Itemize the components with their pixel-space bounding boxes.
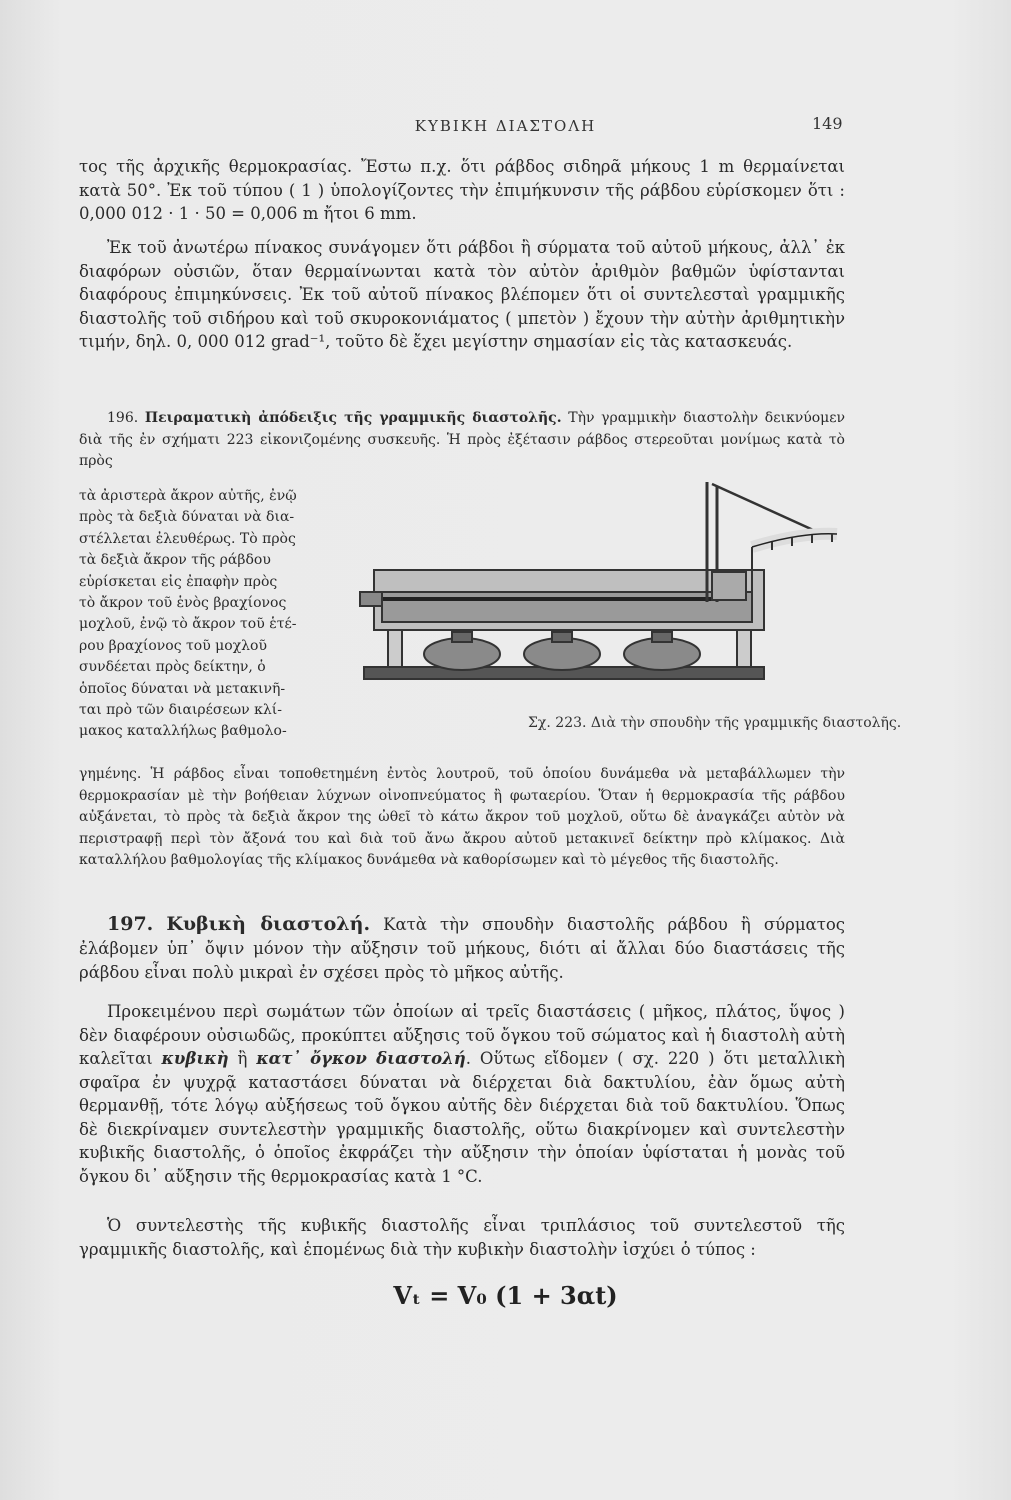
wrapped-line: τὸ ἄκρον τοῦ ἑνὸς βραχίονος xyxy=(79,595,287,612)
term-or: ἢ xyxy=(237,1049,248,1068)
section-197-paragraph-1 xyxy=(79,912,845,985)
leg-right xyxy=(737,627,751,667)
running-header: ΚΥΒΙΚΗ ΔΙΑΣΤΟΛΗ xyxy=(414,117,597,135)
wrapped-line: ὁποῖος δύναται νὰ μετακινῆ- xyxy=(79,680,286,697)
wrapped-line: μοχλοῦ, ἐνῷ τὸ ἄκρον τοῦ ἑτέ- xyxy=(79,616,297,633)
section-196-lead xyxy=(79,408,845,473)
wrapped-line: τὰ δεξιὰ ἄκρον τῆς ράβδου xyxy=(79,552,271,569)
volume-expansion-formula: Vₜ = V₀ (1 + 3αt) xyxy=(393,1281,618,1310)
term-cubic: κυβικὴ xyxy=(161,1049,229,1068)
wrapped-line: ρου βραχίονος τοῦ μοχλοῦ xyxy=(79,637,267,654)
section-197-p1: Κατὰ τὴν σπουδὴν διαστολῆς ράβδου ἢ σύρματος ἐλάβομεν ὑπ᾽ ὄψιν μόνον τὴν αὔξησιν τοῦ μήκους, διότι αἱ ἄλλαι δύο διαστάσεις τῆς ράβδου εἶναι πολὺ μικραὶ ἐν σχέσει πρὸς τὸ μῆκος αὐτῆς. xyxy=(79,915,846,982)
burner-1-top xyxy=(452,632,472,642)
leg-left xyxy=(388,627,402,667)
section-197-number: 197. xyxy=(107,913,154,935)
wrapped-line: στέλλεται ἐλευθέρως. Τὸ πρὸς xyxy=(79,530,296,547)
term-volume-expansion: κατ᾽ ὄγκον διαστολή xyxy=(256,1049,466,1068)
wrapped-line: πρὸς τὰ δεξιὰ δύναται νὰ δια- xyxy=(79,509,295,526)
intro-paragraph-2: Ἐκ τοῦ ἀνωτέρω πίνακος συνάγομεν ὅτι ράβδοι ἢ σύρματα τοῦ αὐτοῦ μήκους, ἀλλ᾽ ἐκ διαφόρων οὐσιῶν, ὅταν θερμαίνωνται κατὰ τὸν αὐτὸν ἀριθμὸν βαθμῶν ὑφίστανται διαφόρους ἐπιμηκύνσεις. Ἐκ τοῦ αὐτοῦ πίνακος βλέπομεν ὅτι οἱ συντελεσταὶ γραμμικῆς διαστολῆς τοῦ σιδήρου καὶ τοῦ σκυροκονιάματος ( μπετὸν ) ἔχουν τὴν αὐτὴν ἀριθμητικὴν τιμήν, δηλ. 0, 000 012 grad⁻¹, τοῦτο δὲ ἔχει μεγίστην σημασίαν εἰς τὰς κατασκευάς. xyxy=(79,238,845,351)
scale-arc xyxy=(752,534,837,547)
figure-caption: Σχ. 223. Διὰ τὴν σπουδὴν τῆς γραμμικῆς διαστολῆς. xyxy=(528,715,902,731)
section-197-paragraph-3: Ὁ συντελεστὴς τῆς κυβικῆς διαστολῆς εἶναι τριπλάσιος τοῦ συντελεστοῦ τῆς γραμμικῆς διαστολῆς, καὶ ἑπομένως διὰ τὴν κυβικὴν διαστολὴν ἰσχύει ὁ τύπος : xyxy=(79,1216,845,1259)
clamp xyxy=(360,592,382,606)
section-196-number: 196. xyxy=(107,410,139,426)
section-196-title: Πειραματικὴ ἀπόδειξις τῆς γραμμικῆς διαστολῆς. xyxy=(144,410,562,426)
section-196-tail: γημένης. Ἡ ράβδος εἶναι τοποθετημένη ἐντὸς λουτροῦ, τοῦ ὁποίου δυνάμεθα νὰ μεταβάλλωμεν τὴν θερμοκρασίαν μὲ τὴν βοήθειαν λύχνων οἰνοπνεύματος ἢ φωταερίου. Ὅταν ἡ θερμοκρασία τῆς ράβδου αὐξάνεται, τὸ πρὸς τὰ δεξιὰ ἄκρον της ὠθεῖ τὸ κάτω ἄκρον τοῦ μοχλοῦ, οὕτω δὲ ἀναγκάζει αὐτὸν νὰ περιστραφῇ περὶ τὸν ἄξονά του καὶ διὰ τοῦ ἄνω ἄκρου αὐτοῦ μετακινεῖ δείκτην πρὸ κλίμακος. Διὰ καταλλήλου βαθμολογίας τῆς κλίμακος δυνάμεθα νὰ καθορίσωμεν καὶ τὸ μέγεθος τῆς διαστολῆς. xyxy=(79,766,845,868)
p2-start: Προκειμένου περὶ σωμάτων τῶν ὁποίων αἱ τρεῖς διαστάσεις ( μῆκος, πλάτος, ὕψος ) δὲν διαφέρουν οὐσιωδῶς, προκύπτει αὔξησις τοῦ ὄγκου τοῦ σώματος καὶ ἡ διαστολὴ αὐτὴ καλεῖται xyxy=(79,1002,845,1068)
wrapped-line: συνδέεται πρὸς δείκτην, ὁ xyxy=(79,659,266,676)
section-197-paragraph-2 xyxy=(79,1000,845,1188)
lever-pivot-box xyxy=(712,572,746,600)
burner-2-top xyxy=(552,632,572,642)
section-196-wrapped-text xyxy=(79,486,353,743)
p2-end: . Οὕτως εἴδομεν ( σχ. 220 ) ὅτι μεταλλικὴ σφαῖρα ἐν ψυχρᾷ καταστάσει δύναται νὰ διέρχεται διὰ δακτυλίου, ἐὰν ὅμως αὐτὴ θερμανθῇ, τότε λόγῳ αὐξήσεως τοῦ ὄγκου αὐτῆς δὲν διέρχεται διὰ τοῦ δακτυλίου. Ὅπως δὲ διεκρίναμεν συντελεστὴν γραμμικῆς διαστολῆς, οὕτω διακρίνομεν καὶ συντελεστὴν κυβικῆς διαστολῆς, ὁ ὁποῖος ἐκφράζει τὴν αὔξησιν τὴν ὁποίαν ὑφίσταται ἡ μονὰς τοῦ ὄγκου δι᾽ αὔξησιν τῆς θερμοκρασίας κατὰ 1 °C. xyxy=(79,1049,846,1186)
wrapped-line: τὰ ἀριστερὰ ἄκρον αὐτῆς, ἐνῷ xyxy=(79,488,297,504)
section-196-lead-text: Τὴν γραμμικὴν διαστολὴν δεικνύομεν διὰ τῆς ἐν σχήματι 223 εἰκονιζομένης συσκευῆς. Ἡ πρὸς ἐξέτασιν ράβδος στερεοῦται μονίμως κατὰ τὸ πρὸς xyxy=(79,410,846,469)
burner-3-top xyxy=(652,632,672,642)
section-197-title: Κυβικὴ διαστολή. xyxy=(166,913,371,935)
wrapped-line: ται πρὸ τῶν διαιρέσεων κλί- xyxy=(79,702,282,719)
wrapped-line: εὑρίσκεται εἰς ἐπαφὴν πρὸς xyxy=(79,573,278,590)
page-number: 149 xyxy=(812,114,843,133)
bath-liquid xyxy=(382,592,752,622)
pointer xyxy=(712,484,822,534)
apparatus-figure xyxy=(352,472,872,712)
intro-paragraph-1: τος τῆς ἀρχικῆς θερμοκρασίας. Ἔστω π.χ. ὅτι ράβδος σιδηρᾶ μήκους 1 m θερμαίνεται κατὰ 50°. Ἐκ τοῦ τύπου ( 1 ) ὑπολογίζοντες τὴν ἐπιμήκυνσιν τῆς ράβδου εὑρίσκομεν ὅτι : 0,000 012 · 1 · 50 = 0,006 m ἤτοι 6 mm. xyxy=(79,157,845,223)
wrapped-line: μακος καταλλήλως βαθμολο- xyxy=(79,723,287,740)
